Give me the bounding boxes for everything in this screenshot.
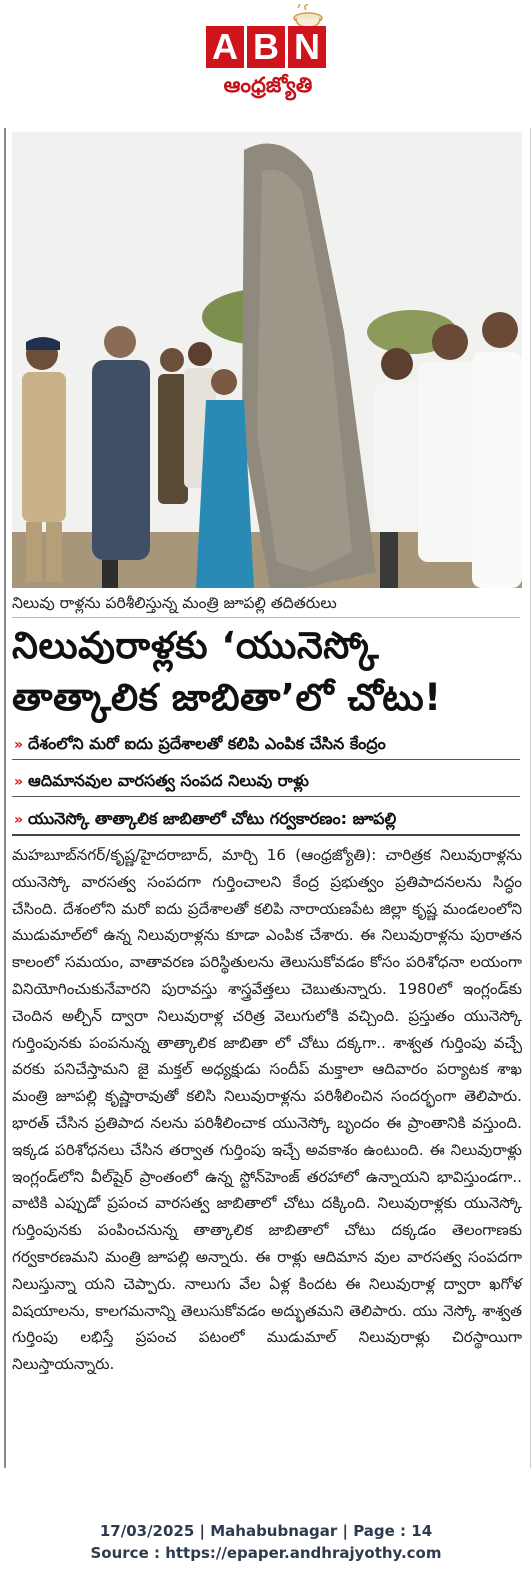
subhead-text: ఆదిమానవుల వారసత్వ సంపద నిలువు రాళ్లు [28,770,309,790]
photo-caption: నిలువు రాళ్లను పరిశీలిస్తున్న మంత్రి జూపల్లి తదితరులు [12,592,520,618]
headline-line-2: తాత్కాలిక జాబితా’లో చోటు! [12,676,442,719]
logo-letter-b: B [247,26,285,68]
tea-cup-icon [290,4,326,28]
headline-line-1: నిలువురాళ్లకు ‘యునెస్కో [12,624,380,667]
footer-date-edition: 17/03/2025 | Mahabubnagar | Page : 14 [99,1522,433,1540]
article-photo [12,132,522,588]
double-chevron-icon: » [14,737,21,753]
subhead-3 [12,806,520,836]
article-body [12,842,522,1378]
masthead [0,0,532,112]
subhead-2 [12,768,520,797]
article-body-paragraph: మహబూబ్‌నగర్/కృష్ణ/హైదరాబాద్, మార్చి 16 (ఆంధ్రజ్యోతి): చారిత్రక నిలువురాళ్లను యునెస్కో వారసత్వ సంపదగా గుర్తించాలని కేంద్ర ప్రభుత్వం ప్రతిపాదనలను సిద్ధం చేసింది. దేశంలోని మరో ఐదు ప్రదేశాలతో కలిపి నారాయణపేట జిల్లా కృష్ణ మండలంలోని ముడుమాల్‌లో ఉన్న నిలువురాళ్లను కూడా ఎంపిక చేశారు. ఈ నిలువురాళ్లను పురాతన కాలంలో సమయం, వాతావరణ పరిస్థితులను తెలుసుకోవడం కోసం పరిశోధనా లయంగా వినియోగించుకునేవారని పురావస్తు శాస్త్రవేత్తలు చెబుతున్నారు. 1980లో ఇంగ్లండ్‌కు చెందిన అల్చీన్ ద్వారా నిలువురాళ్ల చరిత్ర వెలుగులోకి వచ్చింది. ప్రస్తుతం యునెస్కో గుర్తింపునకు పంపనున్న తాత్కాలిక జాబితా లో చోటు దక్కగా.. శాశ్వత గుర్తింపు వచ్చే వరకు పనిచేస్తామని జై మక్తల్ అధ్యక్షుడు సందీప్ మక్తాలా ఆదివారం పర్యాటక శాఖ మంత్రి జూపల్లి కృష్ణారావుతో కలిసి నిలువురాళ్లను పరిశీలించిన సందర్భంగా తెలిపారు. భారత్ చేసిన ప్రతిపాద నలను పరిశీలించాక యునెస్కో బృందం ఈ ప్రాంతానికి వస్తుంది. ఇక్కడ పరిశోధనలు చేసిన తర్వాత గుర్తింపు ఇచ్చే అవకాశం ఉంటుంది. ఈ నిలువురాళ్లు ఇంగ్లండ్‌లోని వీల్‌షైర్ ప్రాంతంలో ఉన్న స్టోన్‌హెంజ్ తరహాలో ఉన్నాయని భావిస్తుండగా.. వాటికి ఎప్పుడో ప్రపంచ వారసత్వ జాబితాలో చోటు దక్కింది. నిలువురాళ్లకు యునెస్కో గుర్తింపునకు పంపించనున్న తాత్కాలిక జాబితాలో చోటు దక్కడం తెలంగాణకు గర్వకారణమని మంత్రి జూపల్లి అన్నారు. ఈ రాళ్లు ఆదిమాన వుల వారసత్వ సంపదగా నిలుస్తున్నా యని చెప్పారు. నాలుగు వేల ఏళ్ల కిందట ఈ నిలువురాళ్ల ద్వారా ఖగోళ విషయాలను, కాలగమనాన్ని తెలుసుకోవడం అద్భుతమని తెలిపారు. యు నెస్కో శాశ్వత గుర్తింపు లభిస్తే ప్రపంచ పటంలో ముడుమాల్ నిలువురాళ్లు చిరస్థాయిగా నిలుస్తాయన్నారు. [12,846,522,1374]
logo-subtitle: ఆంధ్రజ్యోతి [223,73,313,97]
double-chevron-icon: » [14,774,21,790]
footer [0,1520,532,1564]
double-chevron-icon: » [14,812,21,828]
abn-logo [206,26,326,68]
subhead-text: దేశంలోని మరో ఐదు ప్రదేశాలతో కలిపి ఎంపిక చేసిన కేంద్రం [28,733,386,753]
logo-letter-a: A [206,26,244,68]
photo-illustration [12,132,522,588]
logo-letter-n: N [288,26,326,68]
people-group-right [374,312,522,588]
subhead-text: యునెస్కో తాత్కాలిక జాబితాలో చోటు గర్వకారణం: జూపల్లి [28,808,397,828]
subhead-1 [12,731,520,760]
footer-source: Source : https://epaper.andhrajyothy.com [90,1544,442,1562]
